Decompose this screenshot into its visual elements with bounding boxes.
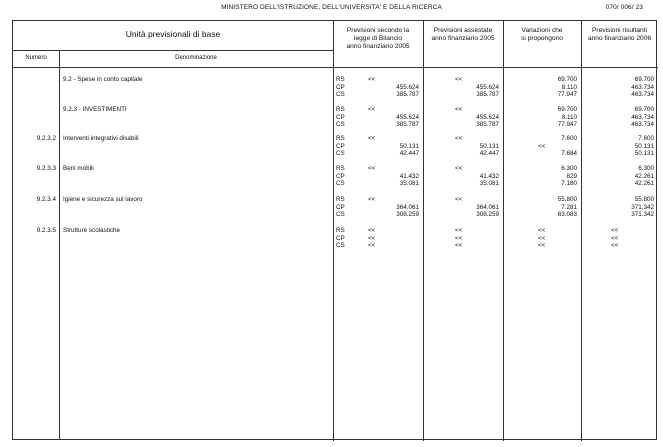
col2-value: << — [455, 76, 463, 83]
row-code: RS — [336, 76, 345, 83]
col1-value: << — [368, 227, 376, 234]
col3-value: 829 — [566, 172, 577, 180]
col1-right-rule — [423, 21, 424, 441]
row-denominazione: Interventi integrativi disabili — [63, 135, 139, 142]
col1-value: << — [368, 165, 376, 172]
col1-value: 42.447 — [399, 150, 419, 158]
col2-header-line: Previsioni assestate — [433, 27, 493, 34]
col1-header-line: anno finanziario 2005 — [346, 43, 410, 50]
col4-value: 6.300 — [638, 165, 654, 172]
col2-header-line: anno finanziario 2005 — [431, 35, 495, 42]
row-denominazione: 9.2 - Spese in conto capitale — [63, 76, 143, 83]
row-code: RS — [336, 106, 345, 113]
col2-value: << — [455, 165, 463, 172]
col3-value: << — [538, 142, 546, 150]
col4-value: 463.734 — [631, 121, 654, 129]
col4-header — [581, 27, 658, 43]
col4-value: << — [611, 227, 619, 234]
col4-value: 69.700 — [634, 106, 654, 113]
row-code: CP — [336, 83, 345, 91]
row-code: CS — [336, 121, 345, 129]
row-code: CS — [336, 242, 345, 250]
numero-column-rule — [59, 50, 60, 440]
row-code: CP — [336, 113, 345, 121]
col3-value: << — [538, 234, 546, 242]
col3-value: 7.684 — [561, 150, 577, 158]
col3-value: 77.947 — [557, 91, 577, 99]
col3-value: << — [538, 242, 546, 250]
col4-value: << — [611, 234, 619, 242]
col4-value: 463.734 — [631, 83, 654, 91]
row-code: RS — [336, 135, 345, 142]
col3-header-line: si propongono — [521, 35, 563, 42]
col1-value: << — [368, 106, 376, 113]
col3-value: << — [538, 227, 546, 234]
col2-value: 385.787 — [476, 121, 499, 129]
denominazione-header: Denominazione — [175, 55, 217, 61]
col1-value: 41.432 — [399, 172, 419, 180]
row-denominazione: 9.2.3 - INVESTIMENTI — [63, 106, 127, 113]
header-divider-left — [13, 50, 333, 51]
row-code: RS — [336, 165, 345, 172]
budget-table — [12, 20, 657, 440]
col1-value: 50.131 — [399, 142, 419, 150]
header-bottom-rule — [13, 67, 658, 68]
col1-value: << — [368, 135, 376, 142]
col3-value: 69.700 — [557, 76, 577, 83]
col2-value: << — [455, 242, 463, 250]
col3-header-line: Variazioni che — [521, 27, 563, 34]
col3-value: 77.947 — [557, 121, 577, 129]
col3-value: 55.800 — [557, 196, 577, 203]
col3-value: 8.110 — [561, 113, 577, 121]
col3-right-rule — [581, 21, 582, 441]
col4-header-line: Previsioni risultanti — [592, 27, 647, 34]
row-denominazione: Strutture scolastiche — [63, 227, 121, 234]
col2-value: 35.081 — [479, 180, 499, 188]
col3-header — [503, 27, 581, 43]
col2-value: << — [455, 106, 463, 113]
col3-value: 7.180 — [561, 180, 577, 188]
row-numero: 9.2.3.2 — [36, 135, 56, 142]
col1-value: 385.787 — [396, 121, 419, 129]
col3-value: 8.110 — [561, 83, 577, 91]
row-code: CS — [336, 180, 345, 188]
col2-value: << — [455, 196, 463, 203]
col3-value: 63.083 — [557, 211, 577, 219]
row-denominazione: Igiene e sicurezza sul lavoro — [63, 196, 143, 203]
row-numero: 9.2.3.4 — [36, 196, 56, 203]
row-code: CP — [336, 203, 345, 211]
col3-value: 7.600 — [561, 135, 577, 142]
row-code: RS — [336, 227, 345, 234]
col1-value: << — [368, 76, 376, 83]
col1-header — [333, 27, 423, 51]
col2-value: 455.624 — [476, 83, 499, 91]
col2-value: 455.624 — [476, 113, 499, 121]
col1-header-line: Previsioni secondo la — [346, 27, 410, 34]
denominazione-right-rule — [333, 21, 334, 441]
col4-value: 50.131 — [634, 142, 654, 150]
col4-value: 463.734 — [631, 113, 654, 121]
col2-value: 50.131 — [479, 142, 499, 150]
col1-header-line: legge di Bilancio — [353, 35, 403, 42]
row-code: CP — [336, 172, 345, 180]
group-title: Unità previsionali di base — [125, 29, 221, 39]
col2-value: << — [455, 135, 463, 142]
col4-value: 463.734 — [631, 91, 654, 99]
col4-value: 42.261 — [634, 172, 654, 180]
row-code: RS — [336, 196, 345, 203]
col4-value: 7.600 — [638, 135, 654, 142]
col1-value: 385.787 — [396, 91, 419, 99]
col1-value: << — [368, 242, 376, 250]
col4-value: 55.800 — [634, 196, 654, 203]
row-code: CS — [336, 91, 345, 99]
col2-value: 385.787 — [476, 91, 499, 99]
numero-header: Numero — [25, 55, 47, 61]
col1-value: 308.259 — [396, 211, 419, 219]
col2-value: << — [455, 227, 463, 234]
col3-value: 7.281 — [561, 203, 577, 211]
col1-value: 35.081 — [399, 180, 419, 188]
col4-value: << — [611, 242, 619, 250]
col3-value: 69.700 — [557, 106, 577, 113]
col1-value: 455.624 — [396, 113, 419, 121]
col4-value: 50.131 — [634, 150, 654, 158]
col1-value: << — [368, 196, 376, 203]
col4-header-line: anno finanziario 2006 — [587, 35, 652, 42]
row-denominazione: Beni mobili — [63, 165, 94, 172]
row-code: CS — [336, 211, 345, 219]
row-code: CP — [336, 234, 345, 242]
col2-header — [423, 27, 503, 43]
col2-right-rule — [503, 21, 504, 441]
col1-value: 364.061 — [396, 203, 419, 211]
col1-value: << — [368, 234, 376, 242]
col4-value: 69.700 — [634, 76, 654, 83]
page-code: 070/ 006/ 23 — [605, 4, 643, 11]
col4-value: 371.342 — [631, 203, 654, 211]
col2-value: 364.061 — [476, 203, 499, 211]
row-numero: 9.2.3.5 — [36, 227, 56, 234]
col4-value: 371.342 — [631, 211, 654, 219]
col2-value: 41.432 — [479, 172, 499, 180]
col4-value: 42.261 — [634, 180, 654, 188]
ministry-header: MINISTERO DELL'ISTRUZIONE, DELL'UNIVERSITA' E DELLA RICERCA — [221, 4, 442, 11]
row-numero: 9.2.3.3 — [36, 165, 56, 172]
col2-value: << — [455, 234, 463, 242]
col1-value: 455.624 — [396, 83, 419, 91]
col2-value: 308.259 — [476, 211, 499, 219]
col2-value: 42.447 — [479, 150, 499, 158]
row-code: CP — [336, 142, 345, 150]
col3-value: 6.300 — [561, 165, 577, 172]
row-code: CS — [336, 150, 345, 158]
